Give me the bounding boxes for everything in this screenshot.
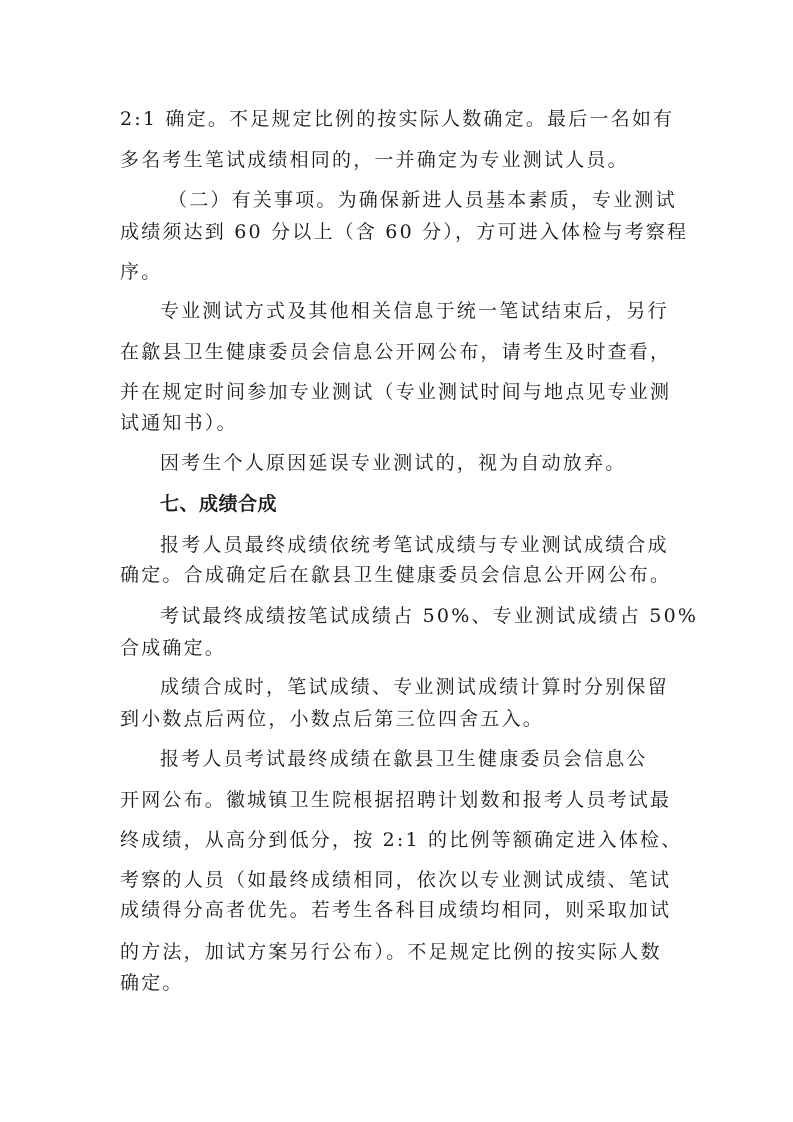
- paragraph-line: 的方法，加试方案另行公布）。不足规定比例的按实际人数: [120, 941, 662, 963]
- paragraph-line: 成绩得分高者优先。若考生各科目成绩均相同，则采取加试: [120, 899, 672, 921]
- paragraph-line: 因考生个人原因延误专业测试的，视为自动放弃。: [160, 452, 627, 474]
- paragraph-line: 到小数点后两位，小数点后第三位四舍五入。: [120, 708, 545, 730]
- paragraph-line: 确定。合成确定后在歙县卫生健康委员会信息公开网公布。: [120, 564, 672, 586]
- paragraph-line: 报考人员最终成绩依统考笔试成绩与专业测试成绩合成: [160, 534, 669, 556]
- paragraph-line: 2:1 确定。不足规定比例的按实际人数确定。最后一名如有: [120, 108, 675, 130]
- paragraph-line: 报考人员考试最终成绩在歙县卫生健康委员会信息公: [160, 748, 648, 770]
- paragraph-line: 终成绩，从高分到低分，按 2:1 的比例等额确定进入体检、: [120, 829, 683, 851]
- paragraph-line: 序。: [120, 261, 163, 283]
- paragraph-line: 成绩合成时，笔试成绩、专业测试成绩计算时分别保留: [160, 676, 669, 698]
- subsection-heading-line: （二）有关事项。为确保新进人员基本素质，专业测试: [168, 189, 677, 211]
- paragraph-line: 合成确定。: [120, 637, 227, 659]
- paragraph-line: 成绩须达到 60 分以上（含 60 分），方可进入体检与考察程: [120, 221, 689, 243]
- section-heading: 七、成绩合成: [160, 493, 278, 515]
- paragraph-line: 确定。: [120, 972, 184, 994]
- paragraph-line: 专业测试方式及其他相关信息于统一笔试结束后，另行: [160, 300, 669, 322]
- paragraph-line: 考试最终成绩按笔试成绩占 50%、专业测试成绩占 50%: [160, 605, 699, 627]
- paragraph-line: 考察的人员（如最终成绩相同，依次以专业测试成绩、笔试: [120, 869, 672, 891]
- paragraph-line: 试通知书）。: [120, 412, 238, 434]
- paragraph-line: 并在规定时间参加专业测试（专业测试时间与地点见专业测: [120, 381, 672, 403]
- paragraph-line: 在歙县卫生健康委员会信息公开网公布，请考生及时查看，: [120, 341, 672, 363]
- paragraph-line: 开网公布。徽城镇卫生院根据招聘计划数和报考人员考试最: [120, 789, 672, 811]
- paragraph-line: 多名考生笔试成绩相同的，一并确定为专业测试人员。: [120, 149, 629, 171]
